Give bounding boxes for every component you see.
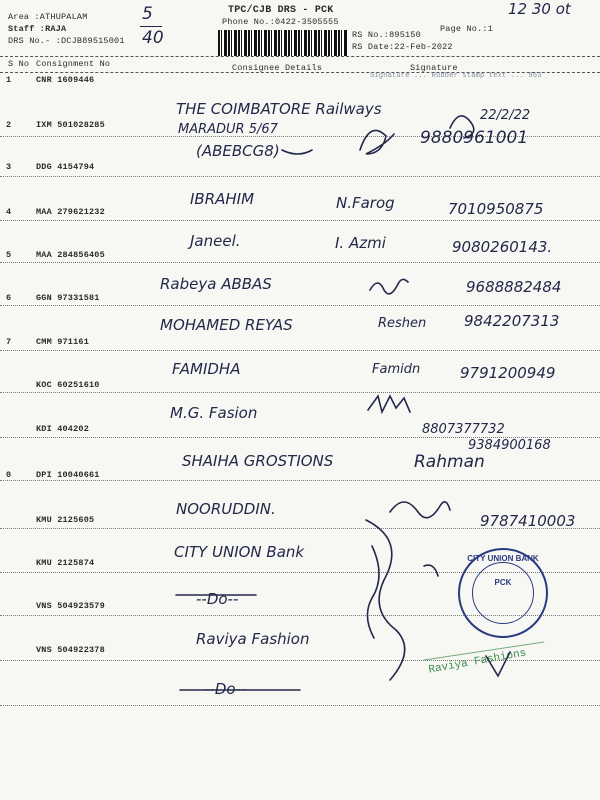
hw-consignee-7: M.G. Fasion (170, 404, 258, 422)
row-divider (0, 176, 600, 177)
hw-sign-5: Reshen (378, 316, 427, 331)
seal-emblem-icon (472, 562, 534, 624)
hw-consignee-4: Rabeya ABBAS (160, 275, 272, 293)
bank-seal-center: PCK (494, 578, 512, 587)
row-sno: 6 (6, 293, 12, 303)
hw-phone-4: 9688882484 (466, 278, 562, 296)
hw-ditto-11: --Do-- (196, 590, 239, 608)
hw-sign-2: N.Farog (336, 194, 395, 212)
row-consignment: CMM 971161 (36, 337, 90, 347)
row-divider (0, 705, 600, 706)
hw-phone-1: 9880961001 (420, 128, 529, 148)
row-divider (0, 305, 600, 306)
row-sno: 7 (6, 337, 12, 347)
hw-consignee-12: Raviya Fashion (196, 630, 310, 648)
hw-consignee-6: FAMIDHA (172, 360, 241, 378)
row-consignment: KMU 2125874 (36, 558, 95, 568)
row-consignment: MAA 284856405 (36, 250, 105, 260)
hw-consignee-8: SHAIHA GROSTIONS (182, 452, 334, 470)
hw-consignee-5: MOHAMED REYAS (160, 316, 293, 334)
row-consignment: VNS 504923579 (36, 601, 105, 611)
row-divider (0, 350, 600, 351)
hw-consignee-3: Janeel. (190, 232, 241, 250)
count-divider (140, 26, 162, 27)
row-sno: 2 (6, 120, 12, 130)
hw-phone-5: 9842207313 (464, 312, 560, 330)
row-consignment: CNR 1609446 (36, 75, 95, 85)
rs-date: RS Date:22-Feb-2022 (352, 42, 453, 52)
sheet-title: TPC/CJB DRS - PCK (228, 5, 334, 16)
hw-consignee-9: NOORUDDIN. (176, 500, 276, 518)
hw-consignee-1: THE COIMBATORE Railways (176, 100, 382, 118)
count-note-bottom: 40 (142, 28, 164, 48)
row-divider (0, 392, 600, 393)
hw-sign-3: I. Azmi (335, 234, 386, 252)
hw-sign-8: Rahman (414, 452, 485, 472)
staff-label: Staff :RAJA (8, 24, 67, 34)
hw-date-1: 22/2/22 (480, 108, 531, 123)
row-consignment: GGN 97331581 (36, 293, 100, 303)
row-consignment: DDG 4154794 (36, 162, 95, 172)
hw-ditto-13: --Do-- (204, 680, 247, 698)
col-consignee: Consignee Details (232, 63, 323, 73)
green-company-stamp: Raviya Fashions (427, 647, 528, 677)
row-consignment: MAA 279621232 (36, 207, 105, 217)
bank-seal (458, 548, 548, 638)
row-divider (0, 480, 600, 481)
hw-code-1: (ABEBCG8) (196, 142, 280, 160)
row-divider (0, 262, 600, 263)
phone-number: Phone No.:0422-3505555 (222, 17, 339, 27)
area-label: Area :ATHUPALAM (8, 12, 88, 22)
col-consignment: Consignment No (36, 59, 111, 69)
row-sno: 0 (6, 470, 12, 480)
row-consignment: VNS 504922378 (36, 645, 105, 655)
hw-phone-6: 9791200949 (460, 364, 556, 382)
bank-seal-name: CITY UNION BANK (467, 554, 539, 563)
row-sno: 1 (6, 75, 12, 85)
hw-address-1: MARADUR 5/67 (178, 122, 278, 137)
row-consignment: DPI 10040661 (36, 470, 100, 480)
hw-consignee-10: CITY UNION Bank (174, 543, 305, 561)
col-sno: S No (8, 59, 30, 69)
hw-sign-6: Famidn (372, 362, 421, 377)
hw-phone-2: 7010950875 (448, 200, 544, 218)
row-consignment: KDI 404202 (36, 424, 90, 434)
corner-note: 12 30 ot (508, 0, 571, 18)
drs-number: DRS No.- :DCJB89515001 (8, 36, 125, 46)
row-sno: 3 (6, 162, 12, 172)
hw-phone-9: 9787410003 (480, 512, 576, 530)
row-consignment: IXM 501028285 (36, 120, 105, 130)
header-rule (0, 56, 600, 57)
page-number: Page No.:1 (440, 24, 494, 34)
row-divider (0, 220, 600, 221)
barcode (218, 30, 348, 56)
row-consignment: KMU 2125605 (36, 515, 95, 525)
row-consignment: KOC 60251610 (36, 380, 100, 390)
hw-phone-3: 9080260143. (452, 238, 553, 256)
hw-phone-7: 8807377732 (422, 422, 505, 437)
hw-consignee-2: IBRAHIM (190, 190, 255, 208)
hw-phone-8: 9384900168 (468, 438, 551, 453)
top-rubber-stamp: Signature ... Rubber stamp text ... 963 (370, 72, 542, 80)
count-note-top: 5 (142, 4, 153, 24)
row-sno: 5 (6, 250, 12, 260)
col-signature: Signature (410, 63, 458, 73)
row-sno: 4 (6, 207, 12, 217)
rs-number: RS No.:895150 (352, 30, 421, 40)
